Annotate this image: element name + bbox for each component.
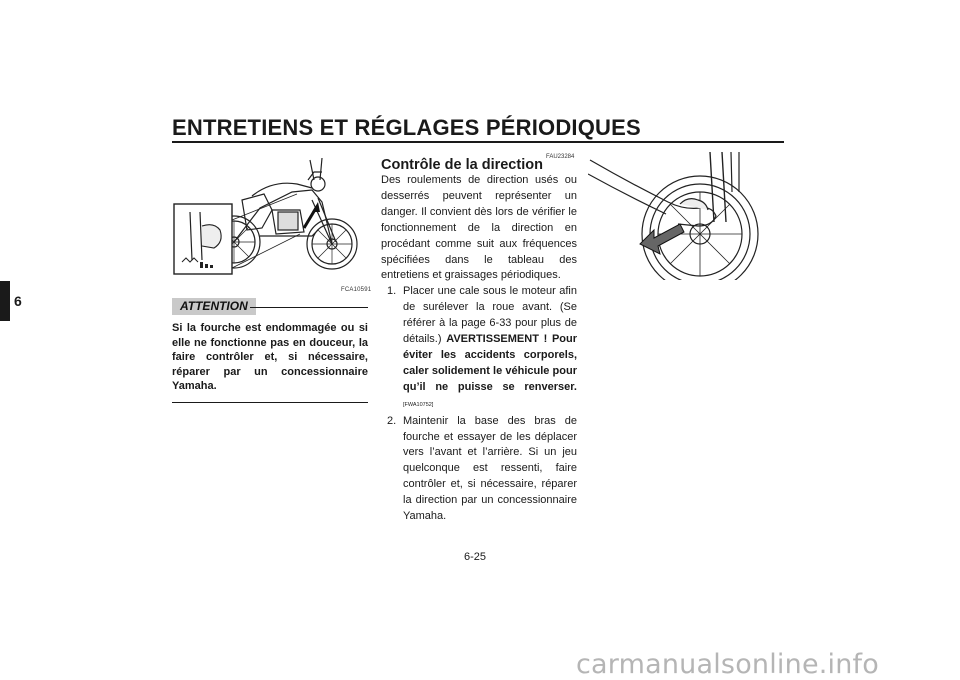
chapter-number: 6 [14, 293, 22, 309]
steps-list [381, 284, 577, 525]
page-title: ENTRETIENS ET RÉGLAGES PÉRIODIQUES [172, 115, 641, 140]
header-rule [172, 141, 784, 143]
page-number: 6-25 [464, 551, 487, 563]
list-item [381, 414, 577, 525]
figure-code: FCA10591 [341, 287, 372, 293]
attention-bottom-rule [172, 402, 368, 403]
warning-text: AVERTISSEMENT ! Pour éviter les accidents corporels, caler solidement le véhicule pour qu’il ne puisse se renverser. [403, 333, 577, 393]
section-heading: Contrôle de la direction [381, 157, 543, 173]
list-item [381, 284, 577, 413]
section-body [381, 173, 577, 525]
watermark-text: carmanualsonline.info [576, 649, 879, 680]
motorcycle-fork-illustration [172, 150, 368, 280]
step-text: Maintenir la base des bras de fourche et essayer de les déplacer vers l’avant et l’arrière. Si un jeu quelconque est ressenti, faire contrôler et, si nécessaire, réparer la direction par un concessionnaire Yamaha. [403, 414, 577, 523]
chapter-tab-marker [0, 281, 10, 321]
warning-code: [FWA10752] [403, 401, 434, 408]
step-number: 1. [387, 285, 397, 298]
intro-paragraph: Des roulements de direction usés ou desserrés peuvent représenter un danger. Il convient dès lors de vérifier le fonctionnement de la direction en procédant comme suit aux fréquences spécifiées dans le tableau des entretiens et graissages périodiques. [381, 174, 577, 282]
step-text: Placer une cale sous le moteur afin de surélever la roue avant. (Se référer à la page 6-33 pour plus de détails.) [403, 285, 577, 346]
steering-check-illustration [588, 152, 784, 280]
step-number: 2. [387, 414, 397, 427]
attention-text: Si la fourche est endommagée ou si elle ne fonctionne pas en douceur, la faire contrôler et, si nécessaire, réparer par un concessionnaire Yamaha. [172, 322, 368, 393]
section-code: FAU23284 [546, 154, 575, 160]
attention-label: ATTENTION [172, 298, 256, 315]
attention-box [172, 297, 368, 403]
attention-rule [250, 307, 368, 308]
